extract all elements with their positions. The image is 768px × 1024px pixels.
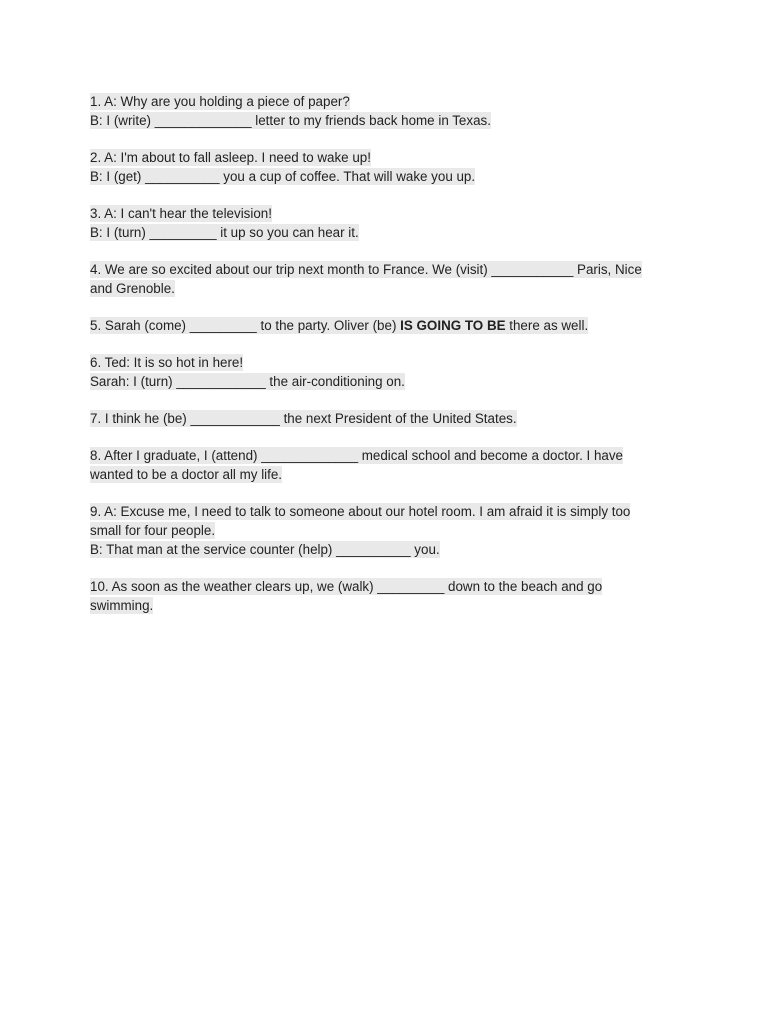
exercise-line [90, 223, 670, 242]
answer-text: IS GOING TO BE [400, 318, 506, 333]
exercise-text: 7. I think he (be) ____________ the next President of the United States. [90, 411, 517, 426]
exercise-text: B: I (turn) _________ it up so you can hear it. [90, 225, 359, 240]
exercise-line [90, 596, 670, 615]
exercise-line [90, 111, 670, 130]
exercise-text: 9. A: Excuse me, I need to talk to someone about our hotel room. I am afraid it is simply too [90, 504, 631, 519]
exercise-text: 10. As soon as the weather clears up, we (walk) _________ down to the beach and go [90, 579, 603, 594]
exercise-line [90, 372, 670, 391]
exercise-text: B: I (get) __________ you a cup of coffee. That will wake you up. [90, 169, 476, 184]
exercise-line [90, 409, 670, 428]
exercise-text: small for four people. [90, 523, 216, 538]
exercise-line [90, 446, 670, 465]
exercise-text: 4. We are so excited about our trip next month to France. We (visit) ___________ Paris, Nice [90, 262, 642, 277]
exercise-line [90, 465, 670, 484]
exercise-item [90, 446, 670, 484]
exercise-text: 3. A: I can't hear the television! [90, 206, 272, 221]
exercise-item [90, 577, 670, 615]
exercise-line [90, 260, 670, 279]
exercise-item [90, 204, 670, 242]
exercise-text: wanted to be a doctor all my life. [90, 467, 283, 482]
exercise-text: B: I (write) _____________ letter to my friends back home in Texas. [90, 113, 491, 128]
exercise-line [90, 316, 670, 335]
exercise-text: 1. A: Why are you holding a piece of paper? [90, 94, 350, 109]
exercise-line [90, 204, 670, 223]
exercise-item [90, 148, 670, 186]
exercise-item [90, 502, 670, 559]
exercise-text: swimming. [90, 598, 154, 613]
exercise-line [90, 279, 670, 298]
exercise-list [90, 92, 670, 633]
exercise-item [90, 260, 670, 298]
exercise-line [90, 353, 670, 372]
exercise-text: Sarah: I (turn) ____________ the air-conditioning on. [90, 374, 405, 389]
exercise-line [90, 167, 670, 186]
exercise-line [90, 540, 670, 559]
exercise-text: 6. Ted: It is so hot in here! [90, 355, 244, 370]
exercise-text: 5. Sarah (come) _________ to the party. Oliver (be) [90, 318, 401, 333]
exercise-item [90, 353, 670, 391]
exercise-line [90, 577, 670, 596]
exercise-line [90, 92, 670, 111]
exercise-text: and Grenoble. [90, 281, 175, 296]
exercise-line [90, 148, 670, 167]
exercise-item [90, 92, 670, 130]
exercise-line [90, 521, 670, 540]
exercise-text: 8. After I graduate, I (attend) _____________ medical school and become a doctor. I have [90, 448, 624, 463]
exercise-text: B: That man at the service counter (help) __________ you. [90, 542, 440, 557]
exercise-text: 2. A: I'm about to fall asleep. I need to wake up! [90, 150, 371, 165]
exercise-line [90, 502, 670, 521]
exercise-item [90, 409, 670, 428]
exercise-text: there as well. [505, 318, 589, 333]
exercise-item [90, 316, 670, 335]
